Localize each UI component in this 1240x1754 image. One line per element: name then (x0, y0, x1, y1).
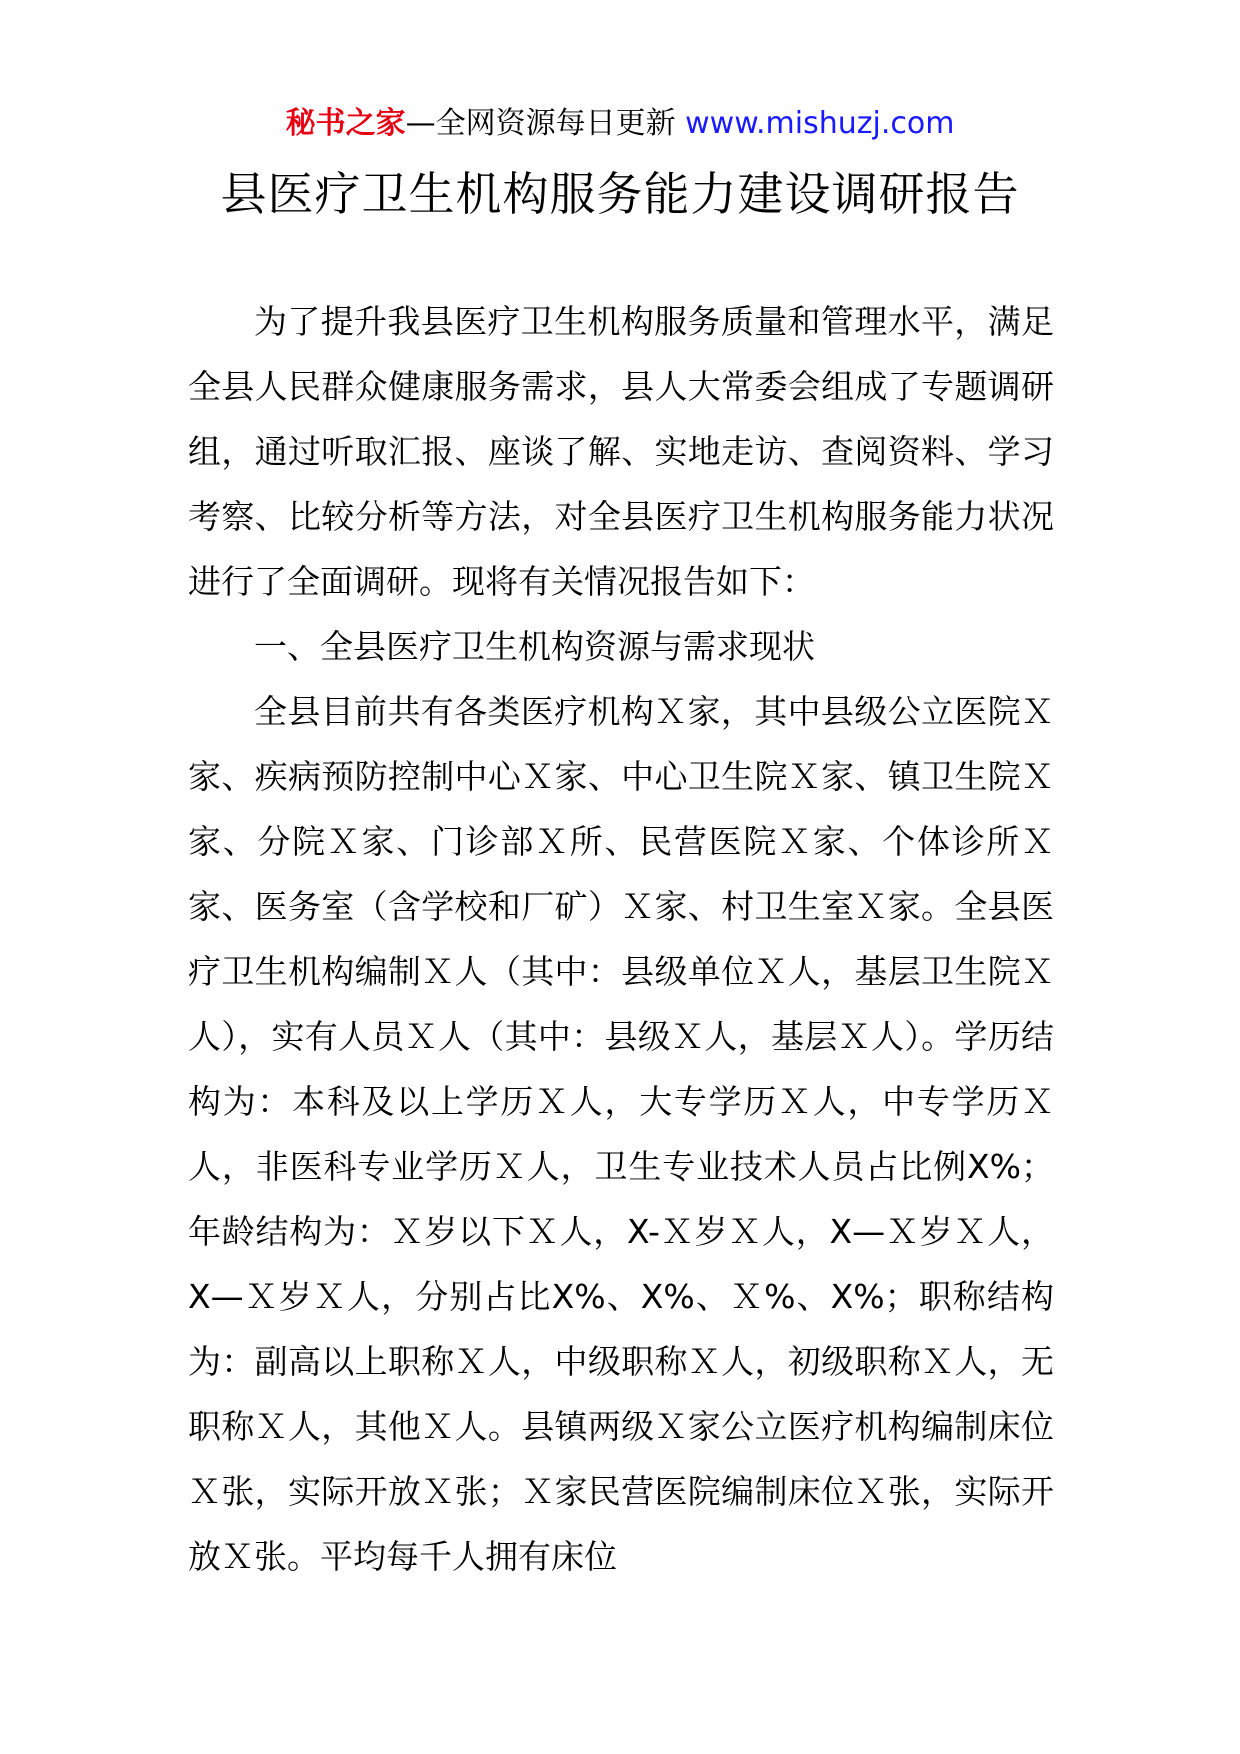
site-banner (0, 104, 1240, 144)
section-heading: 一、全县医疗卫生机构资源与需求现状 (254, 627, 815, 666)
document-title: 县医疗卫生机构服务能力建设调研报告 (220, 167, 1020, 221)
resource-status-paragraph: 全县目前共有各类医疗机构Ｘ家，其中县级公立医院Ｘ家、疾病预防控制中心Ｘ家、中心卫生院Ｘ家、镇卫生院Ｘ家、分院Ｘ家、门诊部Ｘ所、民营医院Ｘ家、个体诊所Ｘ家、医务室（含学校和厂矿）Ｘ家、村卫生室Ｘ家。全县医疗卫生机构编制Ｘ人（其中：县级单位Ｘ人，基层卫生院Ｘ人），实有人员Ｘ人（其中：县级Ｘ人，基层Ｘ人）。学历结构为：本科及以上学历Ｘ人，大专学历Ｘ人，中专学历Ｘ人，非医科专业学历Ｘ人，卫生专业技术人员占比例X%；年龄结构为：Ｘ岁以下Ｘ人，X-Ｘ岁Ｘ人，X—Ｘ岁Ｘ人，X—Ｘ岁Ｘ人，分别占比X%、X%、Ｘ%、X%；职称结构为：副高以上职称Ｘ人，中级职称Ｘ人，初级职称Ｘ人，无职称Ｘ人，其他Ｘ人。县镇两级Ｘ家公立医疗机构编制床位Ｘ张，实际开放Ｘ张；Ｘ家民营医院编制床位Ｘ张，实际开放Ｘ张。平均每千人拥有床位 (188, 692, 1055, 1576)
document-body (188, 289, 1054, 1589)
site-url-link[interactable]: www.mishuzj.com (685, 106, 955, 141)
site-brand: 秘书之家 (285, 106, 406, 141)
intro-paragraph: 为了提升我县医疗卫生机构服务质量和管理水平，满足全县人民群众健康服务需求，县人大常委会组成了专题调研组，通过听取汇报、座谈了解、实地走访、查阅资料、学习考察、比较分析等方法，对全县医疗卫生机构服务能力状况进行了全面调研。现将有关情况报告如下： (188, 302, 1054, 601)
site-slogan: —全网资源每日更新 (405, 106, 676, 141)
